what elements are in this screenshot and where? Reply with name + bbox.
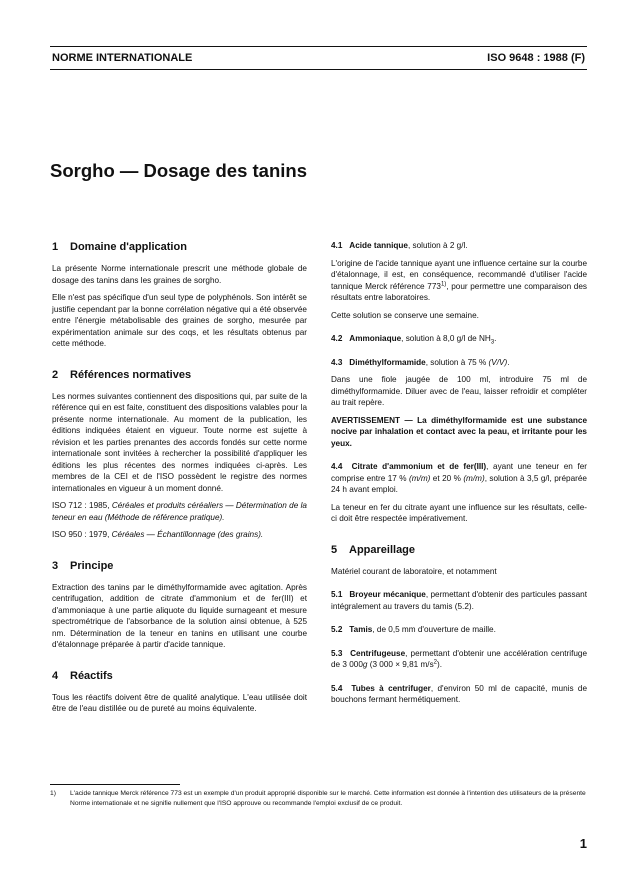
subclause-title: Acide tannique bbox=[349, 241, 408, 250]
header-standard-type: NORME INTERNATIONALE bbox=[52, 52, 193, 64]
right-column bbox=[331, 240, 587, 712]
normative-reference-iso-950 bbox=[52, 529, 307, 541]
subclause-5-2: 5.2 Tamis, de 0,5 mm d'ouverture de maille. bbox=[331, 625, 496, 634]
footnote bbox=[50, 789, 590, 809]
section-number: 4 bbox=[52, 669, 59, 682]
document-title: Sorgho — Dosage des tanins bbox=[50, 160, 307, 181]
section-heading-5 bbox=[331, 543, 587, 557]
section-title: Réactifs bbox=[70, 669, 113, 682]
subclause-number: 5.2 bbox=[331, 625, 343, 634]
paragraph: Matériel courant de laboratoire, et notamment bbox=[331, 566, 497, 576]
subclause-title: Tamis bbox=[349, 625, 373, 634]
footnote-mark: 1) bbox=[50, 790, 56, 797]
reference-number: ISO 950 : 1979, bbox=[52, 530, 112, 539]
subclause-number: 4.1 bbox=[331, 241, 343, 250]
section-heading-4 bbox=[52, 669, 307, 683]
subclause-title: Broyeur mécanique bbox=[349, 590, 426, 599]
paragraph: L'origine de l'acide tannique ayant une influence certaine sur la courbe d'étalonnage, il est, en conséquence, recommandé d'utiliser l'acide tannique Merck référence 773$^{1)}$, pour permettre une comparaison des résultats entre laboratoires. bbox=[331, 258, 588, 302]
subclause-number: 4.4 bbox=[331, 462, 343, 471]
reference-title: Céréales et produits céréaliers — Détermination de la teneur en eau (Méthode de référence pratique). bbox=[52, 501, 307, 522]
subclause-title: Tubes à centrifuger bbox=[351, 683, 431, 693]
subclause-5-4: 5.4 Tubes à centrifuger, d'environ 50 ml de capacité, munis de bouchons fermant hermétiquement. bbox=[331, 683, 587, 704]
section-heading-1 bbox=[52, 240, 307, 254]
subclause-title: Centrifugeuse bbox=[350, 648, 406, 658]
subclause-title: Ammoniaque bbox=[349, 334, 402, 343]
subclause-number: 4.3 bbox=[331, 357, 343, 367]
section-number: 5 bbox=[331, 543, 338, 556]
section-number: 1 bbox=[52, 241, 59, 253]
subclause-number: 4.2 bbox=[331, 334, 343, 343]
section-title: Domaine d'application bbox=[70, 241, 187, 253]
subclause-number: 5.4 bbox=[331, 683, 343, 693]
subclause-4-3: 4.3 Diméthylformamide, solution à 75 % (V/V). bbox=[331, 357, 510, 367]
subclause-4-4: 4.4 Citrate d'ammonium et de fer(III), ayant une teneur en fer comprise entre 17 % (m/m) et 20 % (m/m), solution à 3,5 g/l, préparée 24 h avant emploi. bbox=[331, 462, 588, 494]
reference-title: Céréales — Échantillonnage (des grains). bbox=[111, 530, 264, 539]
paragraph: Cette solution se conserve une semaine. bbox=[331, 310, 479, 320]
page-number: 1 bbox=[579, 836, 587, 851]
paragraph: La teneur en fer du citrate ayant une influence sur les résultats, celle-ci doit être respectée impérativement. bbox=[331, 502, 587, 523]
section-heading-2 bbox=[52, 368, 307, 382]
subclause-5-3: 5.3 Centrifugeuse, permettant d'obtenir une accélération centrifuge de 3 000g (3 000 × 9,81 $m/s^2$). bbox=[331, 648, 587, 669]
section-number: 3 bbox=[52, 559, 59, 572]
page-header bbox=[50, 46, 587, 70]
normative-reference-iso-712 bbox=[52, 500, 307, 523]
paragraph: La présente Norme internationale prescrit une méthode globale de dosage des tanins dans les graines de sorgho. bbox=[52, 264, 307, 285]
subclause-4-1: 4.1 Acide tannique, solution à 2 g/l. bbox=[331, 241, 468, 250]
subclause-5-1: 5.1 Broyeur mécanique, permettant d'obtenir des particules passant intégralement au travers du tamis (5.2). bbox=[331, 590, 588, 611]
paragraph: Extraction des tanins par le diméthylformamide avec agitation. Après centrifugation, addition de citrate d'ammonium et de fer(III) et d'ammoniaque à une partie aliquote du liquide surnageant et mesure spectrométrique de l'absorbance de la solution ainsi obtenue, à 525 nm. Détermination de la teneur en tanins en utilisant une courbe d'étalonnage préparée à partir d'acide tannique. bbox=[52, 582, 307, 649]
paragraph: Elle n'est pas spécifique d'un seul type de polyphénols. Son intérêt se justifie cependant par la bonne corrélation négative qui a été observée entre l'énergie métabolisable des graines de sorgho, mesurée par expérimentation animale sur des coqs, et les résultats obtenus par cette méthode. bbox=[52, 293, 307, 348]
subclause-4-2: 4.2 Ammoniaque, solution à 8,0 g/l de $NH_3$. bbox=[331, 334, 497, 346]
subclause-title: Citrate d'ammonium et de fer(III) bbox=[351, 462, 487, 471]
paragraph: Tous les réactifs doivent être de qualité analytique. L'eau utilisée doit être de l'eau distillée ou de pureté au moins équivalente. bbox=[52, 692, 307, 713]
subclause-number: 5.3 bbox=[331, 648, 343, 658]
paragraph: Les normes suivantes contiennent des dispositions qui, par suite de la référence qui en est faite, constituent des dispositions valables pour la présente norme internationale. Au moment de la publication, les éditions indiquées étaient en vigueur. Toute norme est sujette à révision et les parties prenantes des accords fondés sur cette norme internationale sont invitées à rechercher la possibilité d'appliquer les éditions les plus récentes des normes indiquées ci-après. Les membres de la CEI et de l'ISO possèdent le registre des normes internationales en vigueur à un moment donné. bbox=[52, 391, 307, 493]
footnote-ref: 1) bbox=[440, 280, 447, 287]
footnote-text: L'acide tannique Merck référence 773 est un exemple d'un produit approprié disponible sur le marché. Cette information est donnée à l'intention des utilisateurs de la présente Norme internationale et ne signifie nullement que l'ISO approuve ou recommande l'emploi exclusif de ce produit. bbox=[70, 790, 586, 807]
section-heading-3 bbox=[52, 559, 307, 573]
footnote-divider bbox=[50, 784, 180, 785]
subclause-number: 5.1 bbox=[331, 590, 343, 599]
paragraph: Dans une fiole jaugée de 100 ml, introduire 75 ml de diméthylformamide. Diluer avec de l'eau, laisser refroidir et compléter au trait repère. bbox=[331, 375, 587, 407]
section-title: Principe bbox=[70, 559, 114, 572]
section-title: Appareillage bbox=[349, 543, 416, 556]
reference-number: ISO 712 : 1985, bbox=[52, 501, 112, 510]
subclause-title: Diméthylformamide bbox=[349, 357, 426, 367]
warning-notice: AVERTISSEMENT — La diméthylformamide est une substance nocive par inhalation et contact avec la peau, et irritante pour les yeux. bbox=[331, 415, 587, 448]
section-number: 2 bbox=[52, 368, 59, 381]
left-column bbox=[52, 240, 307, 721]
header-standard-number: ISO 9648 : 1988 (F) bbox=[487, 52, 585, 64]
section-title: Références normatives bbox=[70, 368, 192, 381]
